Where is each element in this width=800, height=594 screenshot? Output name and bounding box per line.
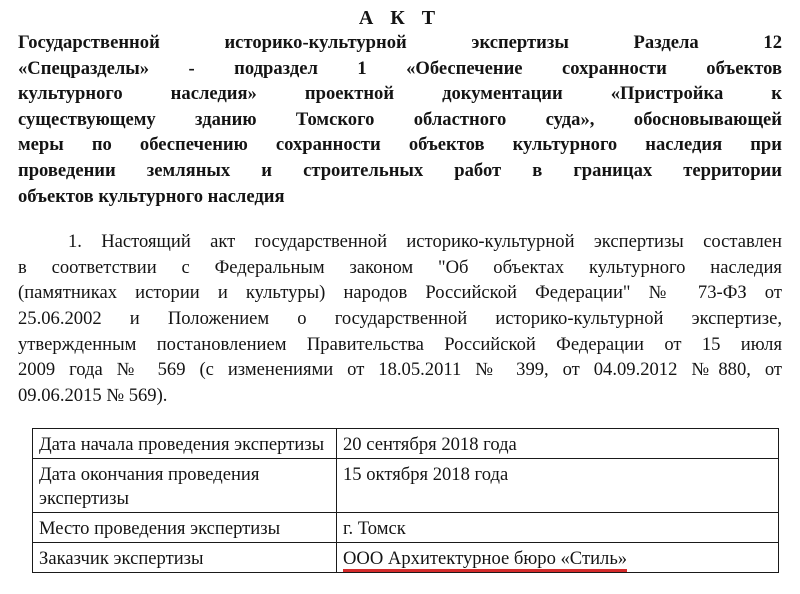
paragraph-line: утвержденным постановлением Правительства Российской Федерации от 15 июля	[18, 333, 782, 355]
table-cell-label: Дата начала проведения экспертизы	[33, 429, 337, 459]
table-cell-label: Дата окончания проведения экспертизы	[33, 459, 337, 513]
table-cell-label: Заказчик экспертизы	[33, 543, 337, 573]
heading-line: «Спецразделы» - подраздел 1 «Обеспечение сохранности объектов	[18, 57, 782, 79]
paragraph-line: (памятниках истории и культуры) народов Российской Федерации" № 73-ФЗ от	[18, 282, 782, 304]
table-cell-label: Место проведения экспертизы	[33, 513, 337, 543]
paragraph-line: 1. Настоящий акт государственной историко-культурной экспертизы составлен	[68, 231, 782, 253]
heading-line: меры по обеспечению сохранности объектов культурного наследия при	[18, 134, 782, 156]
paragraph-line: 25.06.2002 и Положением о государственной историко-культурной экспертизе,	[18, 307, 782, 329]
paragraph-line: в соответствии с Федеральным законом "Об объектах культурного наследия	[18, 256, 782, 278]
table-row	[33, 459, 779, 513]
heading-line: проведении земляных и строительных работ в границах территории	[18, 159, 782, 181]
heading-line: существующему зданию Томского областного суда», обосновывающей	[18, 108, 782, 130]
paragraph-1	[18, 229, 782, 408]
table-cell-value: 20 сентября 2018 года	[337, 429, 779, 459]
paragraph-line: 09.06.2015 № 569).	[18, 384, 168, 406]
customer-name-highlight: ООО Архитектурное бюро «Стиль»	[343, 548, 627, 572]
document-heading	[18, 30, 782, 209]
paragraph-line: 2009 года № 569 (с изменениями от 18.05.2011 № 399, от 04.09.2012 №880, от	[18, 359, 782, 381]
heading-line: культурного наследия» проектной документации «Пристройка к	[18, 83, 782, 105]
table-row	[33, 543, 779, 573]
table-cell-value	[337, 543, 779, 573]
table-row	[33, 513, 779, 543]
table-row	[33, 429, 779, 459]
table-cell-value: 15 октября 2018 года	[337, 459, 779, 513]
heading-line: Государственной историко-культурной экспертизы Раздела 12	[18, 32, 782, 53]
heading-line: объектов культурного наследия	[18, 185, 285, 207]
document-title: А К Т	[358, 7, 442, 29]
table-cell-value: г. Томск	[337, 513, 779, 543]
expertise-info-table	[32, 428, 779, 573]
document-page	[18, 6, 782, 408]
